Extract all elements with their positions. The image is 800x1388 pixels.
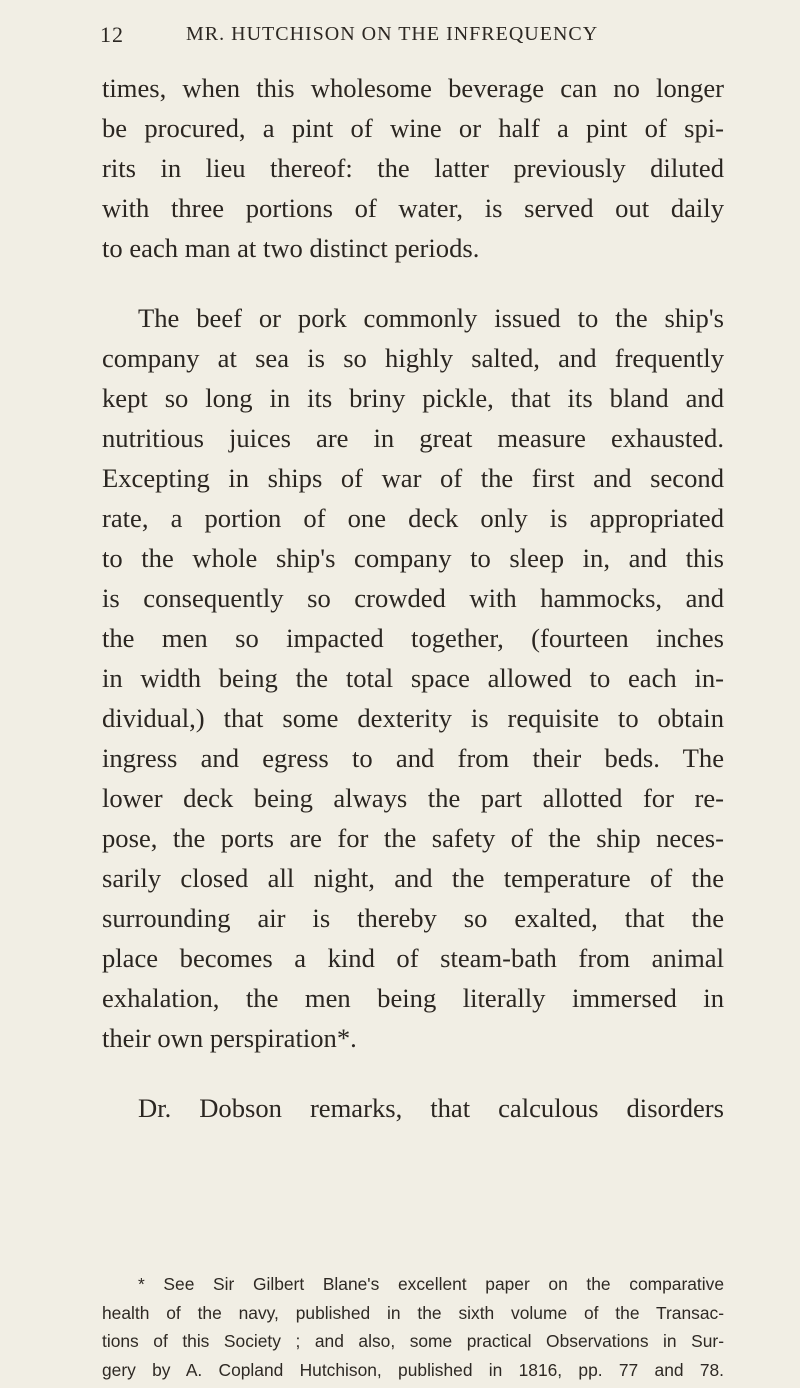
paragraph-gap — [102, 268, 724, 298]
text-line: dividual,) that some dexterity is requisite to obtain — [102, 703, 724, 733]
running-title: MR. HUTCHISON ON THE INFREQUENCY — [186, 23, 599, 45]
paragraph-1 — [102, 68, 724, 268]
text-line: pose, the ports are for the safety of the ship neces- — [102, 823, 724, 853]
paragraph-2 — [102, 298, 724, 1058]
text-line: to each man at two distinct periods. — [102, 233, 480, 263]
text-line: in width being the total space allowed to each in- — [102, 663, 724, 693]
text-line: place becomes a kind of steam-bath from animal — [102, 943, 724, 973]
text-line: times, when this wholesome beverage can no longer — [102, 73, 724, 103]
running-head — [100, 22, 722, 56]
text-line: sarily closed all night, and the temperature of the — [102, 863, 724, 893]
text-line: surrounding air is thereby so exalted, that the — [102, 903, 724, 933]
paragraph-gap — [102, 1058, 724, 1088]
text-line: ingress and egress to and from their beds. The — [102, 743, 724, 773]
text-line: company at sea is so highly salted, and frequently — [102, 343, 724, 373]
footnote-line: tions of this Society ; and also, some practical Observations in Sur- — [102, 1331, 724, 1351]
text-line: their own perspiration*. — [102, 1023, 357, 1053]
text-line: nutritious juices are in great measure exhausted. — [102, 423, 724, 453]
text-line: Excepting in ships of war of the first and second — [102, 463, 724, 493]
footnote-line: * See Sir Gilbert Blane's excellent paper on the comparative — [138, 1274, 724, 1294]
text-line: The beef or pork commonly issued to the ship's — [138, 303, 724, 333]
text-line: Dr. Dobson remarks, that calculous disorders — [138, 1093, 724, 1123]
footnote — [102, 1270, 724, 1384]
text-line: be procured, a pint of wine or half a pint of spi- — [102, 113, 724, 143]
text-line: exhalation, the men being literally immersed in — [102, 983, 724, 1013]
footnote-line: gery by A. Copland Hutchison, published in 1816, pp. 77 and 78. — [102, 1359, 724, 1380]
text-line: the men so impacted together, (fourteen inches — [102, 623, 724, 653]
text-line: with three portions of water, is served out daily — [102, 193, 724, 223]
body-text — [102, 68, 724, 1128]
text-line: lower deck being always the part allotted for re- — [102, 783, 724, 813]
text-line: rate, a portion of one deck only is appropriated — [102, 503, 724, 533]
paragraph-3 — [102, 1088, 724, 1128]
text-line: kept so long in its briny pickle, that its bland and — [102, 383, 724, 413]
text-line: is consequently so crowded with hammocks, and — [102, 583, 724, 613]
footnote-line: health of the navy, published in the sixth volume of the Transac- — [102, 1302, 724, 1323]
text-line: rits in lieu thereof: the latter previously diluted — [102, 153, 724, 183]
text-line: to the whole ship's company to sleep in, and this — [102, 543, 724, 573]
page-number: 12 — [100, 22, 124, 47]
